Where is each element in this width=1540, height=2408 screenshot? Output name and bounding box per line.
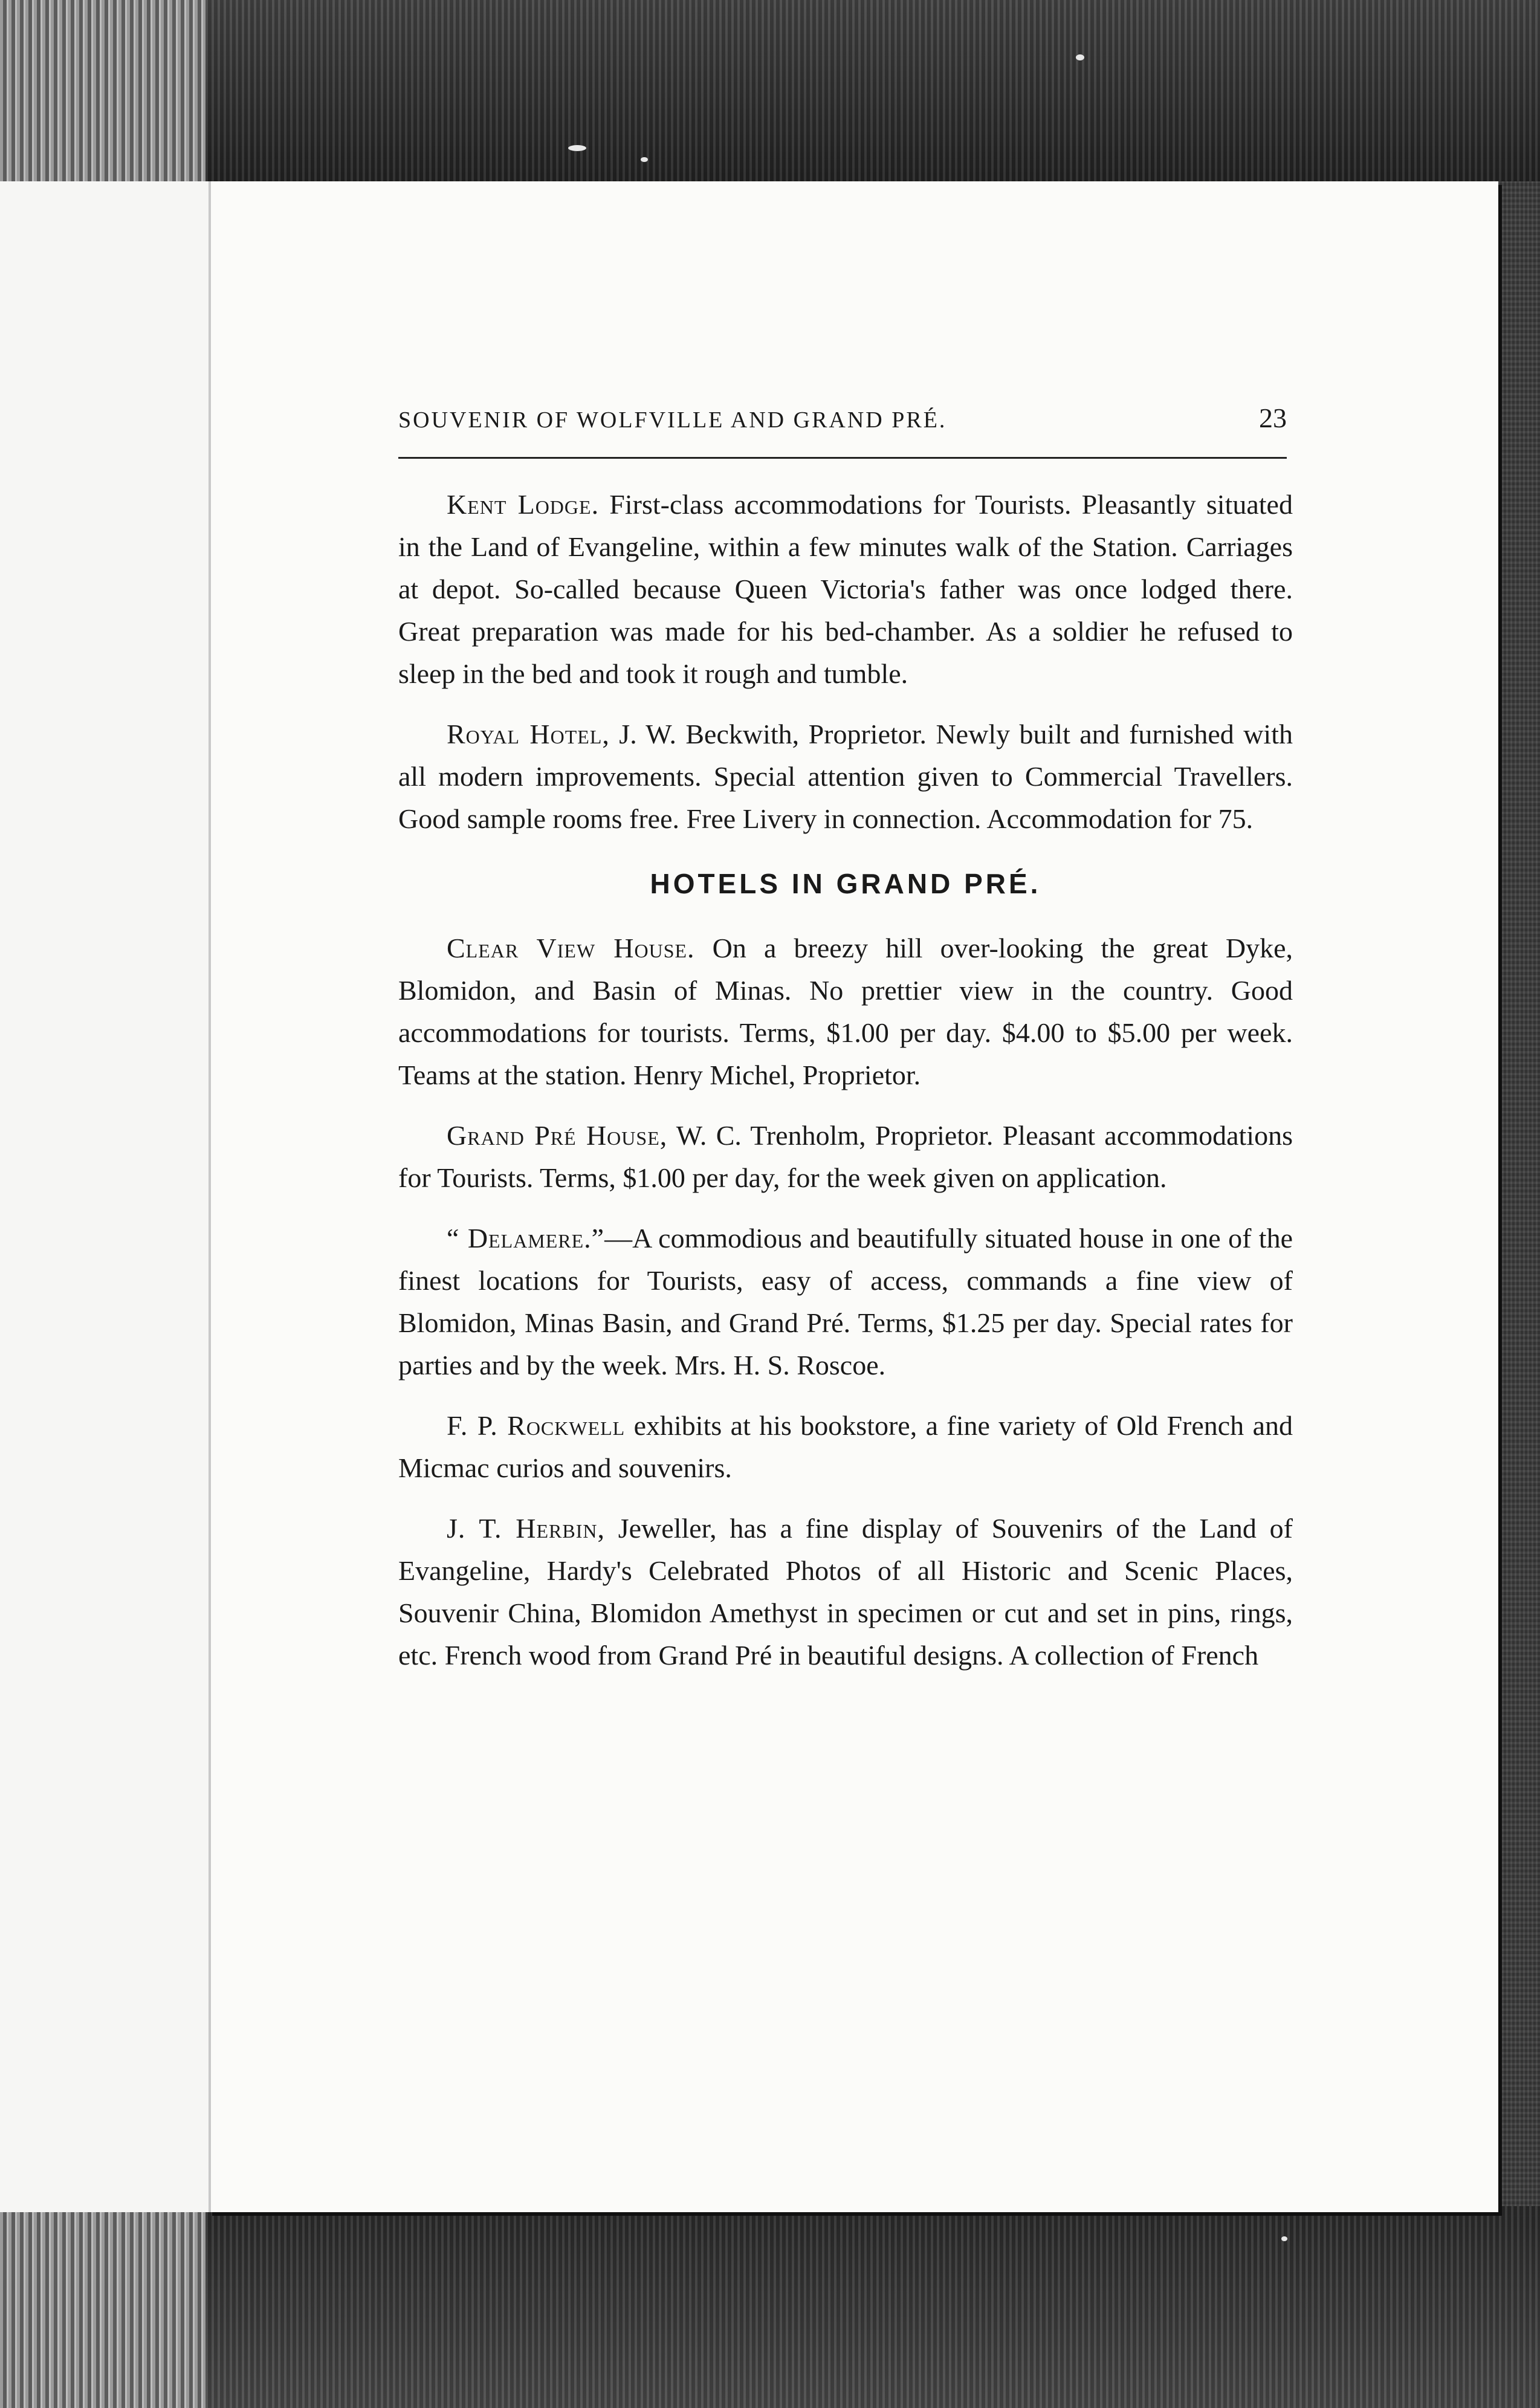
listing-text: Jeweller, has a fine display of Souvenirs of the Land of Evangeline, Hardy's Celebrated Photos of all Historic and Scenic Places, Souvenir China, Blomidon Amethyst in specimen or cut and set in pins, rings, etc. French wood from Grand Pré in beautiful designs. A collection of French xyxy=(398,1513,1293,1671)
listing-herbin xyxy=(398,1507,1293,1677)
listing-royal-hotel xyxy=(398,713,1293,840)
book-page xyxy=(209,181,1498,2212)
listing-name: “ Delamere.” xyxy=(447,1223,605,1254)
listing-name: F. P. Rockwell xyxy=(447,1410,626,1441)
listing-rockwell xyxy=(398,1405,1293,1489)
facing-page-edge xyxy=(0,181,210,2212)
listing-grand-pre-house xyxy=(398,1115,1293,1199)
scan-speck xyxy=(1281,2236,1287,2241)
section-heading: HOTELS IN GRAND PRÉ. xyxy=(650,868,1041,899)
page-body xyxy=(398,484,1293,1695)
scan-speck xyxy=(1076,54,1084,60)
listing-clear-view-house xyxy=(398,927,1293,1096)
page-number: 23 xyxy=(1259,403,1287,433)
listing-kent-lodge xyxy=(398,484,1293,695)
scan-speck xyxy=(641,157,648,162)
listing-text: First-class accommodations for Tourists. Pleasantly situated in the Land of Evangeline, within a few minutes walk of the Station. Carriages at depot. So-called because Queen Victoria's father was once lodged there. Great preparation was made for his bed-chamber. As a soldier he refused to sleep in the bed and took it rough and tumble. xyxy=(398,489,1293,689)
listing-text: exhibits at his bookstore, a fine variety of Old French and Micmac curios and souvenirs. xyxy=(398,1410,1293,1483)
scan-speck xyxy=(568,145,586,151)
listing-text: —A commodious and beautifully situated house in one of the finest locations for Tourists, easy of access, commands a fine view of Blomidon, Minas Basin, and Grand Pré. Terms, $1.25 per day. Special rates for parties and by the week. Mrs. H. S. Roscoe. xyxy=(398,1223,1293,1380)
listing-name: J. T. Herbin, xyxy=(447,1513,605,1544)
listing-delamere xyxy=(398,1217,1293,1387)
listing-text: On a breezy hill over-looking the great Dyke, Blomidon, and Basin of Minas. No prettier view in the country. Good accommodations for tourists. Terms, $1.00 per day. $4.00 to $5.00 per week. Teams at the station. Henry Michel, Proprietor. xyxy=(398,933,1293,1090)
running-head: SOUVENIR OF WOLFVILLE AND GRAND PRÉ. xyxy=(398,407,947,433)
page-header xyxy=(398,402,1287,450)
listing-name: Royal Hotel, xyxy=(447,719,610,749)
scan-top-border xyxy=(0,0,1540,181)
listing-name: Kent Lodge. xyxy=(447,489,600,520)
listing-name: Grand Pré House, xyxy=(447,1120,668,1151)
listing-text: W. C. Trenholm, Proprietor. Pleasant accommodations for Tourists. Terms, $1.00 per day, for the week given on application. xyxy=(398,1120,1293,1193)
listing-text: J. W. Beckwith, Proprietor. Newly built and furnished with all modern improvements. Special attention given to Commercial Travellers. Good sample rooms free. Free Livery in connection. Accommodation for 75. xyxy=(398,719,1293,834)
listing-name: Clear View House. xyxy=(447,933,695,963)
scan-bottom-border xyxy=(0,2206,1540,2408)
header-rule xyxy=(398,457,1287,459)
